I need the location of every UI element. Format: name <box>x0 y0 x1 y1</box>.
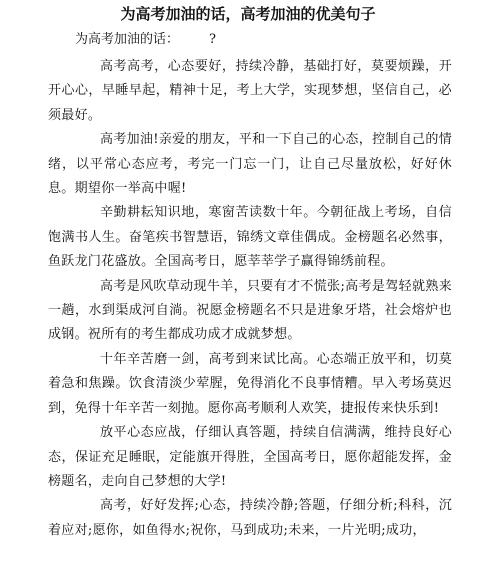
intro-label: 为高考加油的话： <box>75 32 180 47</box>
document-title: 为高考加油的话，高考加油的优美句子 <box>120 5 376 23</box>
document-body <box>48 55 452 543</box>
intro-mark: ? <box>209 32 216 47</box>
paragraph-7: 高考，好好发挥;心态，持续冷静;答题，仔细分析;科科，沉着应对;愿你，如鱼得水;祝你，马到成功;未来，一片光明;成功， <box>48 498 452 538</box>
intro-line <box>75 31 216 49</box>
paragraph-6: 放平心态应战，仔细认真答题，持续自信满满，维持良好心态，保证充足睡眠，定能旗开得胜，全国高考日，愿你超能发挥，金榜题名，走向自己梦想的大学! <box>48 425 452 489</box>
paragraph-3: 辛勤耕耘知识地，寒窗苦读数十年。今朝征战上考场，自信饱满书人生。奋笔疾书智慧语，锦绣文章佳偶成。金榜题名必然事，鱼跃龙门花盛放。全国高考日，愿莘莘学子赢得锦绣前程。 <box>48 205 452 270</box>
paragraph-5: 十年辛苦磨一剑，高考到来试比高。心态端正放平和，切莫着急和焦躁。饮食清淡少荤腥，免得消化不良事情糟。早入考场莫迟到，免得十年辛苦一刻抛。愿你高考顺利人欢笑，捷报传来快乐到! <box>48 351 452 416</box>
paragraph-1: 高考高考，心态要好，持续冷静，基础打好，莫要烦躁，开开心心，早睡早起，精神十足，考上大学，实现梦想，坚信自己，必须最好。 <box>48 59 452 123</box>
paragraph-2: 高考加油!亲爱的朋友，平和一下自己的心态，控制自己的情绪，以平常心态应考，考完一门忘一门，让自己尽量放松，好好休息。期望你一举高中喔! <box>48 132 452 197</box>
paragraph-4: 高考是风吹草动现牛羊，只要有才不慌张;高考是驾轻就熟来一趟，水到渠成河自淌。祝愿金榜题名不只是进象牙塔，社会熔炉也成钢。祝所有的考生都成功成才成就梦想。 <box>48 278 452 343</box>
